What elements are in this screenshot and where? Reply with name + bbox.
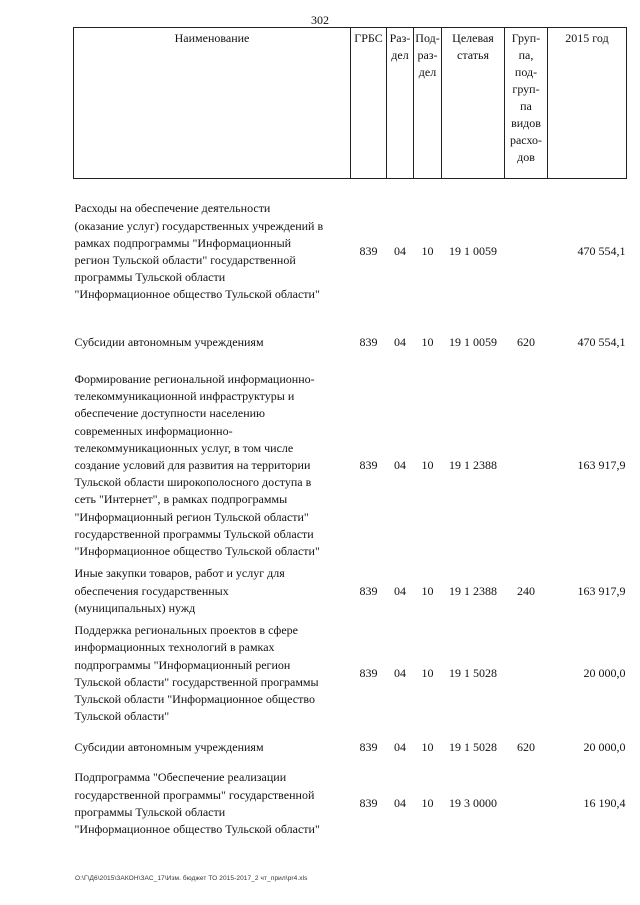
table-row: [74, 371, 627, 560]
row-name-line: (муниципальных) нужд: [74, 600, 196, 615]
row-name: [74, 371, 351, 560]
row-name-line: государственной программы" государственной: [74, 787, 315, 802]
header-name: [74, 28, 351, 179]
row-grbs: 839: [359, 666, 378, 681]
row-name: [74, 725, 351, 769]
row-target: 19 1 0059: [449, 244, 497, 259]
row-amount: 20 000,0: [583, 666, 626, 681]
row-razdel: 04: [394, 458, 406, 473]
row-name-line: современных информационно-: [74, 423, 233, 438]
header-line: па,: [518, 48, 534, 62]
header-line: статья: [457, 48, 489, 62]
row-target: 19 1 2388: [449, 583, 497, 598]
row-name-line: телекоммуникационной инфраструктуры и: [74, 389, 295, 404]
row-name-line: обеспечения государственных: [74, 583, 229, 598]
header-razdel: [387, 28, 414, 179]
row-name-line: "Информационное общество Тульской области": [74, 287, 320, 302]
row-group: [505, 769, 548, 838]
row-podrazdel: 10: [421, 739, 434, 754]
header-line: па: [520, 99, 532, 113]
row-group: [505, 371, 548, 560]
page-number: 302: [311, 13, 329, 27]
row-group: [505, 179, 548, 316]
row-name: [74, 315, 351, 371]
file-path-footer: O:\Г\Д6\2015\ЗАКОН\ЗАС_17\Изм. бюджет ТО 2015-2017_2 чт_прил\pr4.xls: [75, 875, 308, 882]
row-podrazdel: 10: [421, 244, 434, 259]
row-name-line: "Информационный регион Тульской области": [74, 509, 309, 524]
header-line: под-: [514, 65, 538, 79]
header-line: раз-: [417, 48, 438, 62]
header-grbs: [351, 28, 387, 179]
row-grbs: 839: [359, 458, 378, 473]
row-name-line: Формирование региональной информационно-: [74, 372, 315, 386]
row-razdel: 04: [394, 583, 406, 598]
header-line: расхо-: [509, 133, 543, 147]
row-razdel: 04: [394, 739, 406, 754]
row-name-line: регион Тульской области" государственной: [74, 253, 296, 267]
row-name-line: Подпрограмма "Обеспечение реализации: [74, 770, 287, 785]
row-razdel: 04: [394, 796, 406, 811]
row-name-line: "Информационное общество Тульской области": [74, 822, 320, 837]
row-name-line: Тульской области "Информационное общество: [74, 692, 315, 707]
row-name-line: рамках подпрограммы "Информационный: [74, 235, 292, 250]
row-name-line: телекоммуникационных услуг, в том числе: [74, 440, 294, 455]
row-name-line: Субсидии автономным учреждениям: [74, 739, 264, 754]
row-amount: 163 917,9: [577, 458, 626, 473]
table-row: [74, 725, 627, 769]
row-amount: 20 000,0: [583, 739, 626, 754]
row-name-line: программы Тульской области: [74, 804, 226, 819]
row-target: 19 1 2388: [449, 458, 497, 473]
row-amount: 16 190,4: [583, 796, 626, 811]
row-name-line: Поддержка региональных проектов в сфере: [74, 623, 298, 638]
header-line: дов: [517, 150, 535, 164]
header-line: дел: [418, 65, 437, 79]
table-row: [74, 179, 627, 316]
row-target: 19 3 0000: [449, 796, 497, 811]
row-name-line: создание условий для развития на территории: [74, 458, 311, 473]
header-target: [442, 28, 505, 179]
header-year: [548, 28, 627, 179]
row-amount: 470 554,1: [577, 244, 626, 259]
table-row: [74, 560, 627, 622]
budget-table: [73, 27, 627, 838]
header-line: Под-: [415, 31, 440, 45]
table-row: [74, 622, 627, 725]
row-name: [74, 622, 351, 725]
row-name: [74, 769, 351, 838]
header-line: Целевая: [452, 31, 494, 45]
header-line: Груп-: [511, 31, 541, 45]
row-grbs: 839: [359, 335, 378, 350]
row-razdel: 04: [394, 666, 406, 681]
row-group: [505, 622, 548, 725]
row-podrazdel: 10: [421, 335, 434, 350]
table-row: [74, 769, 627, 838]
row-grbs: 839: [359, 583, 378, 598]
header-line: Раз-: [389, 31, 411, 45]
header-line: 2015 год: [565, 31, 609, 45]
row-target: 19 1 0059: [449, 335, 497, 350]
row-podrazdel: 10: [421, 458, 434, 473]
row-name-line: Тульской области широкополосного доступа в: [74, 475, 312, 490]
row-group: 620: [517, 335, 535, 350]
header-line: дел: [391, 48, 409, 62]
row-target: 19 1 5028: [449, 739, 497, 754]
row-name-line: государственной программы Тульской области: [74, 526, 314, 541]
row-podrazdel: 10: [421, 796, 434, 811]
row-razdel: 04: [394, 335, 406, 350]
header-line: ГРБС: [354, 31, 383, 45]
row-name-line: Расходы на обеспечение деятельности: [74, 201, 271, 216]
row-name-line: Иные закупки товаров, работ и услуг для: [74, 566, 285, 581]
header-line: Наименование: [174, 31, 250, 45]
row-grbs: 839: [359, 796, 378, 811]
row-podrazdel: 10: [421, 583, 434, 598]
header-group: [505, 28, 548, 179]
table-header-row: [74, 28, 627, 179]
row-name-line: Тульской области" государственной программы: [74, 674, 319, 689]
row-name-line: подпрограммы "Информационный регион: [74, 657, 291, 672]
row-razdel: 04: [394, 244, 406, 259]
row-name-line: Субсидии автономным учреждениям: [74, 335, 264, 350]
table-body: [74, 179, 627, 839]
row-grbs: 839: [359, 244, 378, 259]
row-name: [74, 560, 351, 622]
row-name-line: обеспечение доступности населению: [74, 406, 265, 421]
row-name-line: программы Тульской области: [74, 270, 226, 285]
header-line: видов: [511, 116, 541, 130]
row-name-line: Тульской области": [74, 709, 170, 724]
row-name: [74, 179, 351, 316]
row-amount: 163 917,9: [577, 583, 626, 598]
header-podrazdel: [414, 28, 442, 179]
row-amount: 470 554,1: [577, 335, 626, 350]
row-name-line: информационных технологий в рамках: [74, 640, 275, 655]
row-group: 240: [517, 583, 535, 598]
header-line: груп-: [512, 82, 540, 96]
row-name-line: сеть "Интернет", в рамках подпрограммы: [74, 492, 288, 507]
row-name-line: (оказание услуг) государственных учреждений в: [74, 218, 324, 233]
table-row: [74, 315, 627, 371]
row-grbs: 839: [359, 739, 378, 754]
row-group: 620: [517, 739, 535, 754]
row-target: 19 1 5028: [449, 666, 497, 681]
row-name-line: "Информационное общество Тульской области": [74, 544, 320, 559]
row-podrazdel: 10: [421, 666, 434, 681]
